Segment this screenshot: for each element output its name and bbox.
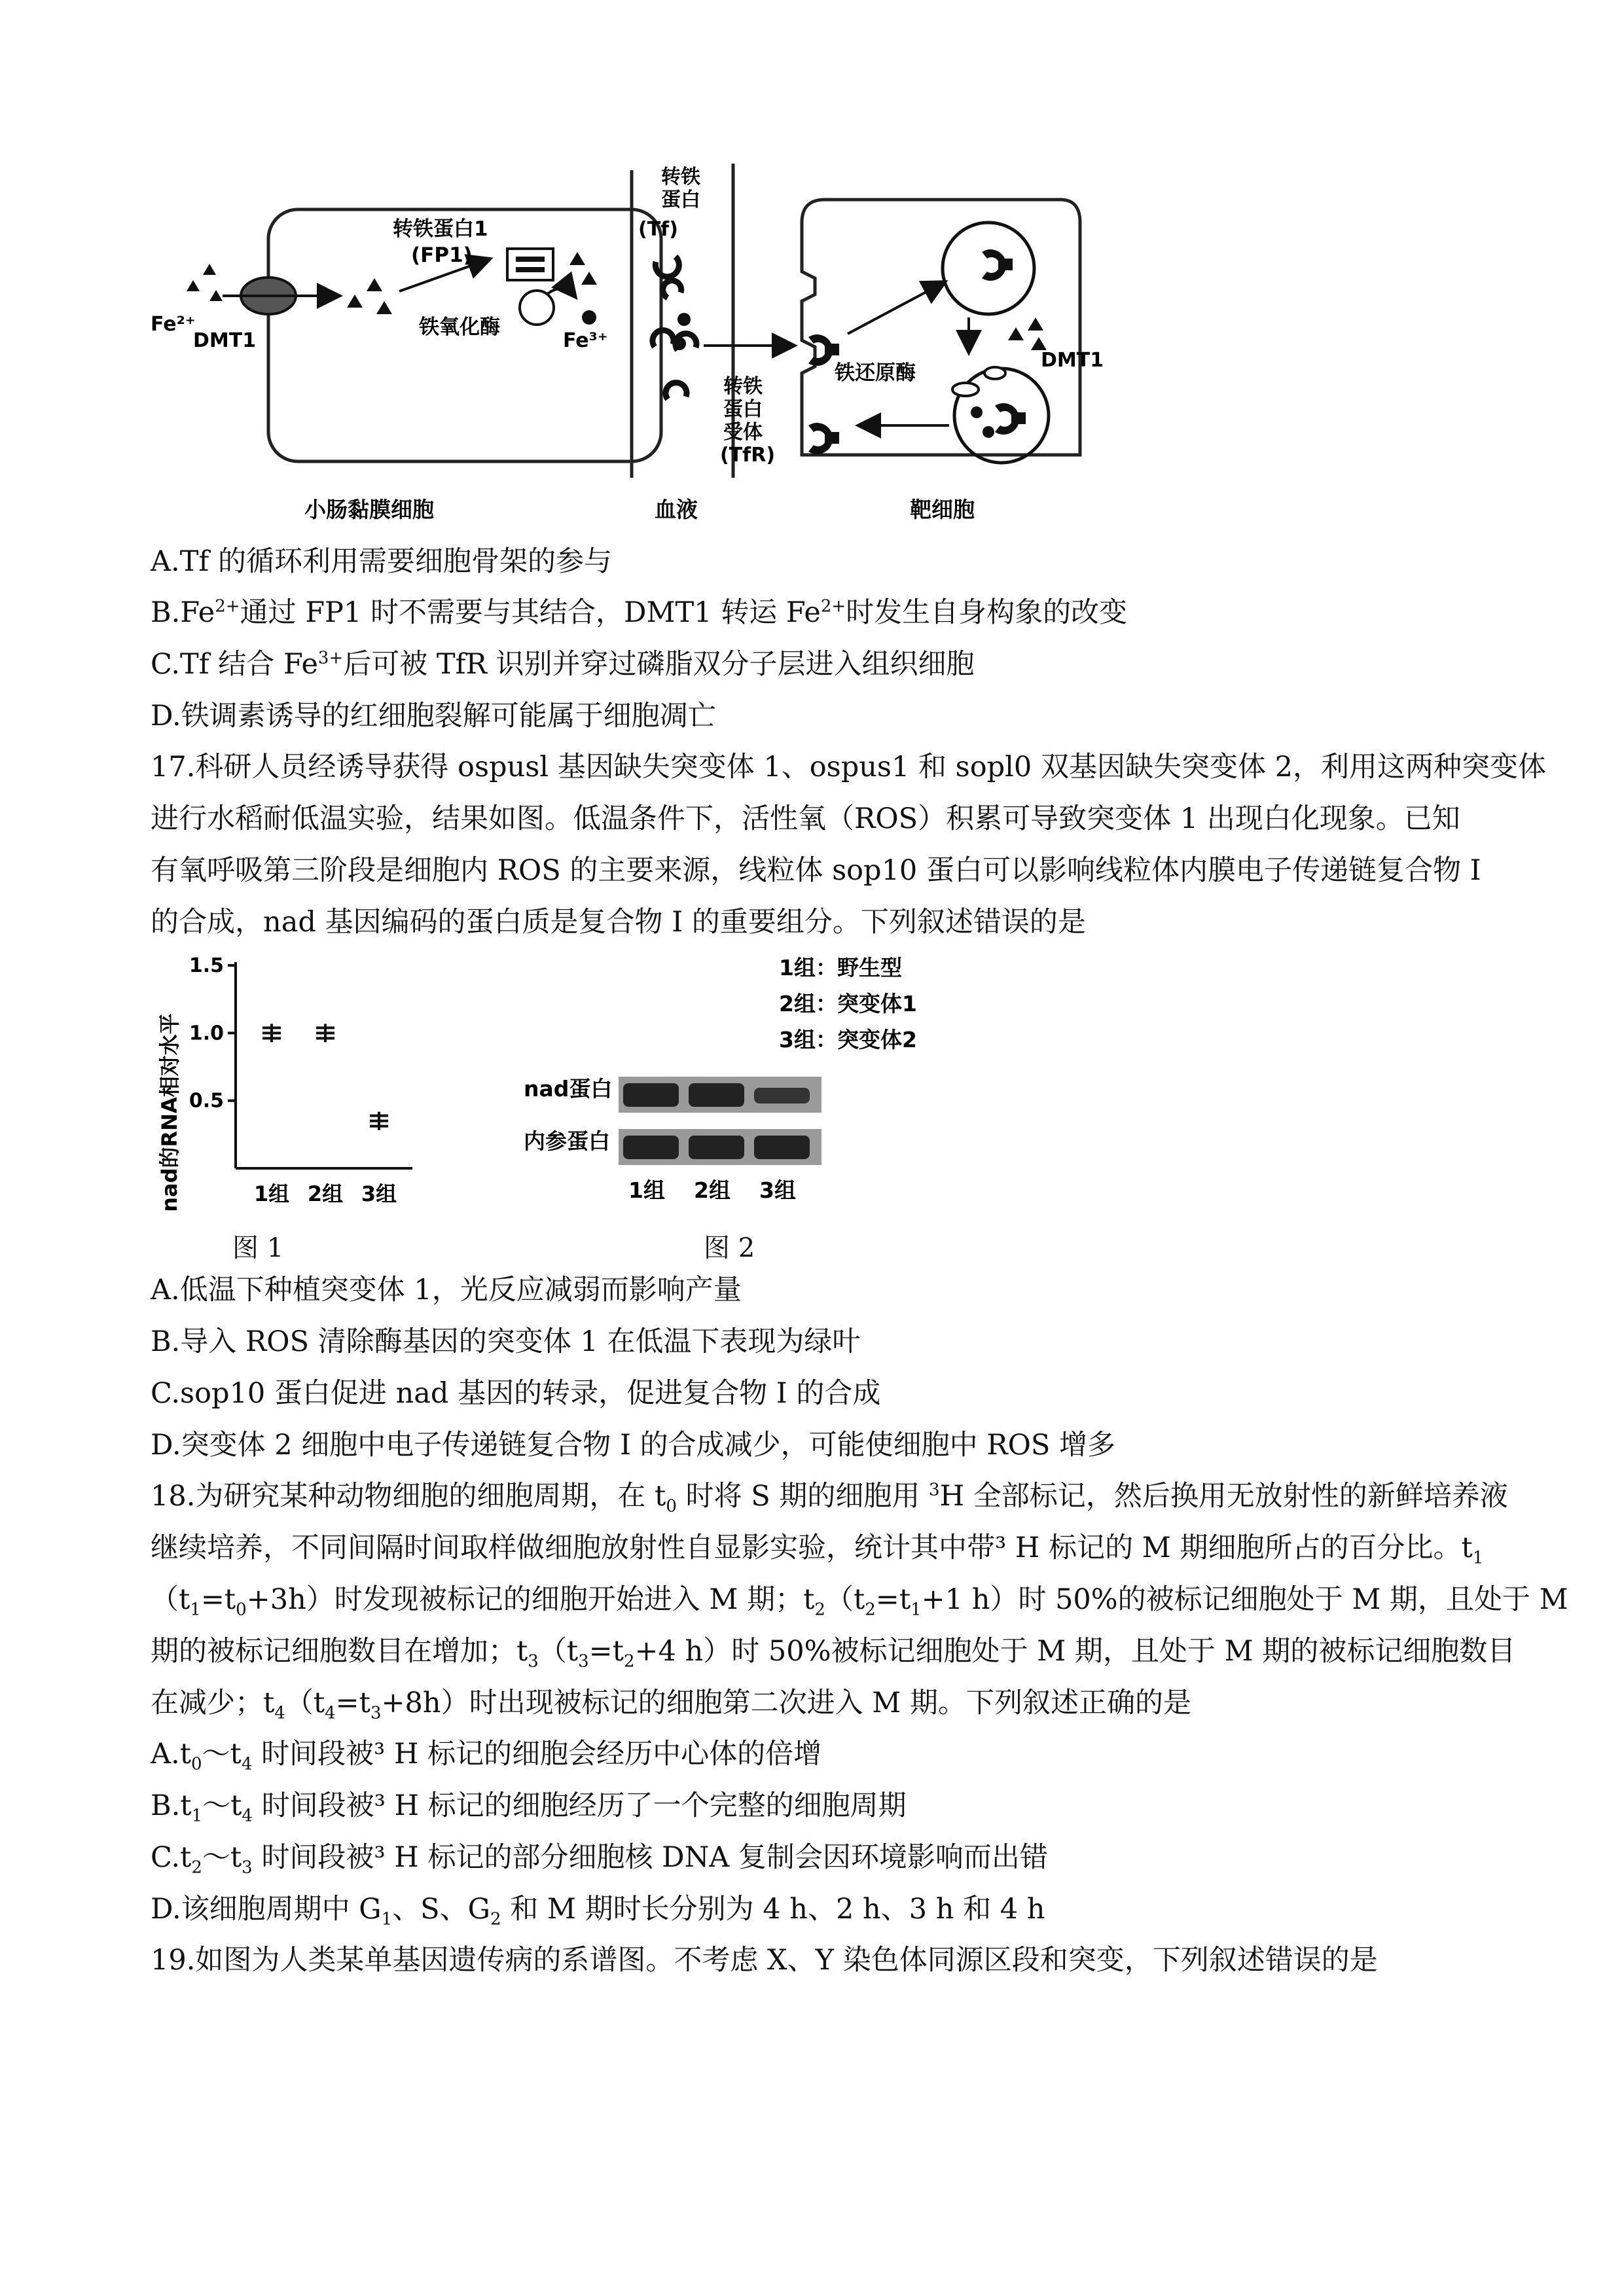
- x-category-label: 1组: [253, 1181, 290, 1206]
- q17-stem-line3: 有氧呼吸第三阶段是细胞内 ROS 的主要来源，线粒体 sop10 蛋白可以影响线粒体内膜电子传递链复合物 I: [151, 854, 1481, 887]
- data-point: [370, 1112, 388, 1130]
- band-nad-group2: [689, 1083, 744, 1107]
- band-nad-group1: [623, 1083, 679, 1107]
- tfr-line3: 受体: [723, 421, 763, 444]
- fp1-transporter: [507, 249, 553, 280]
- x-category-label: 3组: [361, 1181, 397, 1206]
- q18-option-a: $A.t_0\sim t_4$ 时间段被³ H 标记的细胞会经历中心体的倍增: [151, 1738, 822, 1774]
- q18-option-d: D.该细胞周期中 $G_1$、S、$G_2$ 和 M 期时长分别为 4 h、2 h、3 h 和 4 h: [151, 1893, 1045, 1929]
- q18-stem-line1: 18.为研究某种动物细胞的细胞周期，在 $t_0$ 时将 S 期的细胞用 $^3$H 全部标记，然后换用无放射性的新鲜培养液: [151, 1480, 1508, 1516]
- q19-stem: 19.如图为人类某单基因遗传病的系谱图。不考虑 X、Y 染色体同源区段和突变，下列叙述错误的是: [151, 1944, 1378, 1977]
- nad-rna-chart: [151, 949, 425, 1217]
- q17-stem-line4: 的合成，nad 基因编码的蛋白质是复合物 I 的重要组分。下列叙述错误的是: [151, 906, 1086, 939]
- dmt1-left-label: DMT1: [193, 329, 257, 352]
- lane-label-3: 3组: [759, 1177, 796, 1203]
- endosome-top: [943, 223, 1034, 314]
- q17-stem-line2: 进行水稻耐低温实验，结果如图。低温条件下，活性氧（ROS）积累可导致突变体 1 出现白化现象。已知: [151, 802, 1460, 835]
- legend-group2: 2组：突变体1: [779, 991, 917, 1016]
- q17-option-a: A.低温下种植突变体 1，光反应减弱而影响产量: [151, 1274, 742, 1306]
- tf-top-line2: 蛋白: [661, 188, 700, 211]
- dmt1-right-label: DMT1: [1041, 349, 1104, 372]
- ferroxidase-label: 铁氧化酶: [419, 315, 500, 339]
- q16-option-d: D.铁调素诱导的红细胞裂解可能属于细胞凋亡: [151, 700, 716, 732]
- tfr-line1: 转铁: [723, 375, 763, 398]
- reductase-label: 铁还原酶: [835, 361, 916, 385]
- tfr-line2: 蛋白: [723, 398, 763, 421]
- iron-transport-diagram: [151, 151, 1132, 530]
- q18-stem-line2: 继续培养，不同间隔时间取样做细胞放射性自显影实验，统计其中带³ H 标记的 M 期细胞所占的百分比。$t_1$: [151, 1532, 1484, 1568]
- y-tick-label: 0.5: [189, 1089, 224, 1113]
- fp1-name-label: 转铁蛋白1: [393, 217, 488, 241]
- figure1-caption: 图 1: [232, 1233, 284, 1263]
- tf-molecules: [653, 257, 696, 399]
- q18-stem-line5: 在减少；$t_4(t_4=t_3+8h)$时出现被标记的细胞第二次进入 M 期。下列叙述正确的是: [151, 1687, 1191, 1723]
- q18-stem-line4: 期的被标记细胞数目在增加；$t_3(t_3=t_2+4$ h）时 50%被标记细胞处于 M 期，且处于 M 期的被标记细胞数目: [151, 1635, 1516, 1672]
- figure2-caption: 图 2: [704, 1233, 755, 1263]
- q17-option-b: B.导入 ROS 清除酶基因的突变体 1 在低温下表现为绿叶: [151, 1325, 861, 1358]
- western-blot-figure: [517, 949, 949, 1217]
- x-category-label: 2组: [307, 1181, 344, 1206]
- q18-stem-line3: $(t_1=t_0+3h)$时发现被标记的细胞开始进入 M 期；$t_2(t_2=t_1+1$ h）时 50%的被标记细胞处于 M 期，且处于 M: [151, 1583, 1568, 1620]
- q16-option-b: $B.Fe^{2+}$通过 FP1 时不需要与其结合，DMT1 转运 $Fe^{2+}$时发生自身构象的改变: [151, 596, 1128, 629]
- fp1-abbr-label: (FP1): [411, 243, 473, 267]
- tf-abbr-label: (Tf): [638, 218, 678, 241]
- tf-top-line1: 转铁: [661, 166, 700, 188]
- y-tick-label: 1.0: [189, 1022, 224, 1045]
- fe2-triangles-outside: [187, 264, 223, 301]
- q17-option-c: C.sop10 蛋白促进 nad 基因的转录，促进复合物 I 的合成: [151, 1377, 881, 1410]
- q18-option-c: $C.t_2\sim t_3$ 时间段被³ H 标记的部分细胞核 DNA 复制会因环境影响而出错: [151, 1841, 1048, 1878]
- legend-group3: 3组：突变体2: [779, 1027, 917, 1052]
- ferroxidase-circle: [520, 291, 554, 325]
- data-point: [262, 1024, 281, 1042]
- row-label-reference: 内参蛋白: [524, 1128, 610, 1154]
- row-label-nad: nad蛋白: [524, 1076, 613, 1102]
- tfr-receptors: [808, 334, 839, 454]
- band-ref-group2: [689, 1136, 744, 1159]
- legend-group1: 1组：野生型: [779, 955, 902, 980]
- q18-option-b: $B.t_1\sim t_4$ 时间段被³ H 标记的细胞经历了一个完整的细胞周期: [151, 1789, 907, 1826]
- band-ref-group1: [623, 1136, 679, 1159]
- q17-stem-line1: 17.科研人员经诱导获得 ospusl 基因缺失突变体 1、ospus1 和 sopl0 双基因缺失突变体 2，利用这两种突变体: [151, 751, 1546, 783]
- lane-label-2: 2组: [694, 1177, 731, 1203]
- data-point: [316, 1024, 334, 1042]
- caption-blood: 血液: [655, 497, 698, 522]
- band-ref-group3: [754, 1136, 810, 1159]
- caption-target: 靶细胞: [910, 497, 975, 522]
- band-nad-group3: [754, 1088, 810, 1103]
- chart-ylabel: nad的RNA相对水平: [157, 1013, 182, 1212]
- fe2-label: Fe²⁺: [151, 313, 196, 336]
- q16-option-a: A.Tf 的循环利用需要细胞骨架的参与: [151, 545, 612, 578]
- q16-option-c: C.Tf 结合 $Fe^{3+}$后可被 TfR 识别并穿过磷脂双分子层进入组织细胞: [151, 648, 975, 681]
- y-tick-label: 1.5: [189, 954, 224, 977]
- lane-label-1: 1组: [628, 1177, 665, 1203]
- caption-intestine: 小肠黏膜细胞: [304, 497, 434, 522]
- tfr-abbr-label: (TfR): [720, 444, 776, 467]
- fe3-label: Fe³⁺: [563, 329, 608, 352]
- fe2-triangles-inside: [347, 278, 392, 314]
- q17-option-d: D.突变体 2 细胞中电子传递链复合物 I 的合成减少，可能使细胞中 ROS 增多: [151, 1429, 1116, 1462]
